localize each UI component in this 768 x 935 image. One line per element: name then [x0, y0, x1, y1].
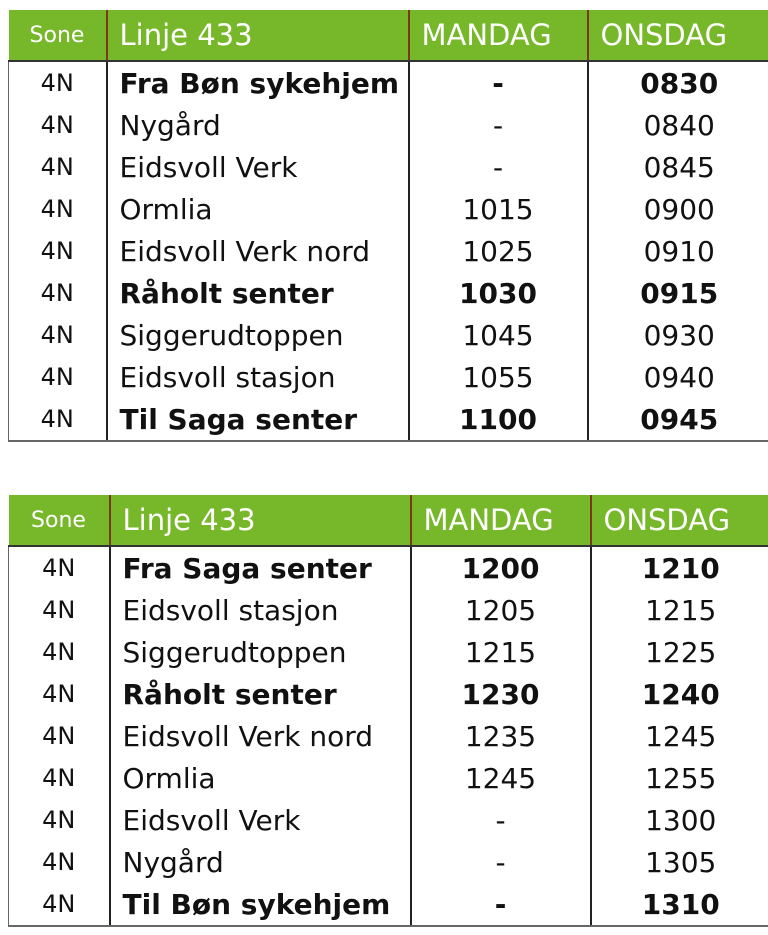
stop-cell: Eidsvoll Verk [107, 146, 409, 188]
onsdag-time: 1300 [591, 799, 768, 841]
onsdag-time: 0930 [588, 314, 768, 356]
table-row [9, 104, 768, 146]
zone-cell: 4N [9, 104, 107, 146]
zone-cell: 4N [9, 61, 107, 104]
table-row [9, 398, 768, 441]
zone-cell: 4N [9, 398, 107, 441]
table-row [9, 799, 768, 841]
mandag-time: 1100 [409, 398, 588, 441]
table-row [9, 272, 768, 314]
mandag-time: - [409, 146, 588, 188]
stop-cell: Siggerudtoppen [110, 631, 411, 673]
mandag-time: 1045 [409, 314, 588, 356]
onsdag-time: 1210 [591, 546, 768, 589]
onsdag-time: 0845 [588, 146, 768, 188]
mandag-time: 1245 [411, 757, 591, 799]
onsdag-time: 0910 [588, 230, 768, 272]
stop-cell: Eidsvoll stasjon [110, 589, 411, 631]
zone-cell: 4N [9, 272, 107, 314]
zone-cell: 4N [9, 589, 110, 631]
table-row [9, 356, 768, 398]
timetable-return [8, 495, 768, 927]
stop-cell: Eidsvoll Verk [110, 799, 411, 841]
stop-cell: Nygård [107, 104, 409, 146]
header-line: Linje 433 [110, 495, 411, 546]
table-row [9, 546, 768, 589]
mandag-time: - [409, 104, 588, 146]
stop-cell: Ormlia [110, 757, 411, 799]
header-row [9, 10, 768, 61]
mandag-time: 1025 [409, 230, 588, 272]
zone-cell: 4N [9, 631, 110, 673]
zone-cell: 4N [9, 799, 110, 841]
header-mandag: MANDAG [409, 10, 588, 61]
stop-cell: Ormlia [107, 188, 409, 230]
header-row [9, 495, 768, 546]
table-row [9, 230, 768, 272]
zone-cell: 4N [9, 841, 110, 883]
onsdag-time: 0940 [588, 356, 768, 398]
onsdag-time: 0840 [588, 104, 768, 146]
onsdag-time: 0830 [588, 61, 768, 104]
mandag-time: - [411, 799, 591, 841]
zone-cell: 4N [9, 314, 107, 356]
mandag-time: - [411, 883, 591, 926]
stop-cell: Råholt senter [107, 272, 409, 314]
mandag-time: 1230 [411, 673, 591, 715]
header-sone: Sone [9, 495, 110, 546]
table-row [9, 715, 768, 757]
zone-cell: 4N [9, 230, 107, 272]
timetable-outbound [8, 10, 768, 442]
mandag-time: - [411, 841, 591, 883]
stop-cell: Fra Saga senter [110, 546, 411, 589]
table-row [9, 883, 768, 926]
zone-cell: 4N [9, 546, 110, 589]
header-mandag: MANDAG [411, 495, 591, 546]
onsdag-time: 0900 [588, 188, 768, 230]
onsdag-time: 0945 [588, 398, 768, 441]
onsdag-time: 1310 [591, 883, 768, 926]
mandag-time: 1200 [411, 546, 591, 589]
zone-cell: 4N [9, 356, 107, 398]
onsdag-time: 0915 [588, 272, 768, 314]
table-row [9, 631, 768, 673]
stop-cell: Nygård [110, 841, 411, 883]
onsdag-time: 1215 [591, 589, 768, 631]
stop-cell: Fra Bøn sykehjem [107, 61, 409, 104]
header-onsdag: ONSDAG [591, 495, 768, 546]
zone-cell: 4N [9, 188, 107, 230]
zone-cell: 4N [9, 673, 110, 715]
mandag-time: 1055 [409, 356, 588, 398]
onsdag-time: 1305 [591, 841, 768, 883]
mandag-time: 1215 [411, 631, 591, 673]
mandag-time: 1015 [409, 188, 588, 230]
stop-cell: Til Saga senter [107, 398, 409, 441]
table-row [9, 757, 768, 799]
table-row [9, 314, 768, 356]
mandag-time: 1235 [411, 715, 591, 757]
stop-cell: Eidsvoll Verk nord [110, 715, 411, 757]
onsdag-time: 1255 [591, 757, 768, 799]
stop-cell: Siggerudtoppen [107, 314, 409, 356]
header-line: Linje 433 [107, 10, 409, 61]
mandag-time: 1030 [409, 272, 588, 314]
header-sone: Sone [9, 10, 107, 61]
mandag-time: - [409, 61, 588, 104]
stop-cell: Råholt senter [110, 673, 411, 715]
zone-cell: 4N [9, 715, 110, 757]
stop-cell: Eidsvoll Verk nord [107, 230, 409, 272]
onsdag-time: 1225 [591, 631, 768, 673]
table-row [9, 673, 768, 715]
table-row [9, 61, 768, 104]
table-row [9, 146, 768, 188]
zone-cell: 4N [9, 146, 107, 188]
onsdag-time: 1245 [591, 715, 768, 757]
zone-cell: 4N [9, 757, 110, 799]
stop-cell: Eidsvoll stasjon [107, 356, 409, 398]
header-onsdag: ONSDAG [588, 10, 768, 61]
zone-cell: 4N [9, 883, 110, 926]
stop-cell: Til Bøn sykehjem [110, 883, 411, 926]
table-row [9, 589, 768, 631]
mandag-time: 1205 [411, 589, 591, 631]
table-row [9, 188, 768, 230]
table-row [9, 841, 768, 883]
onsdag-time: 1240 [591, 673, 768, 715]
